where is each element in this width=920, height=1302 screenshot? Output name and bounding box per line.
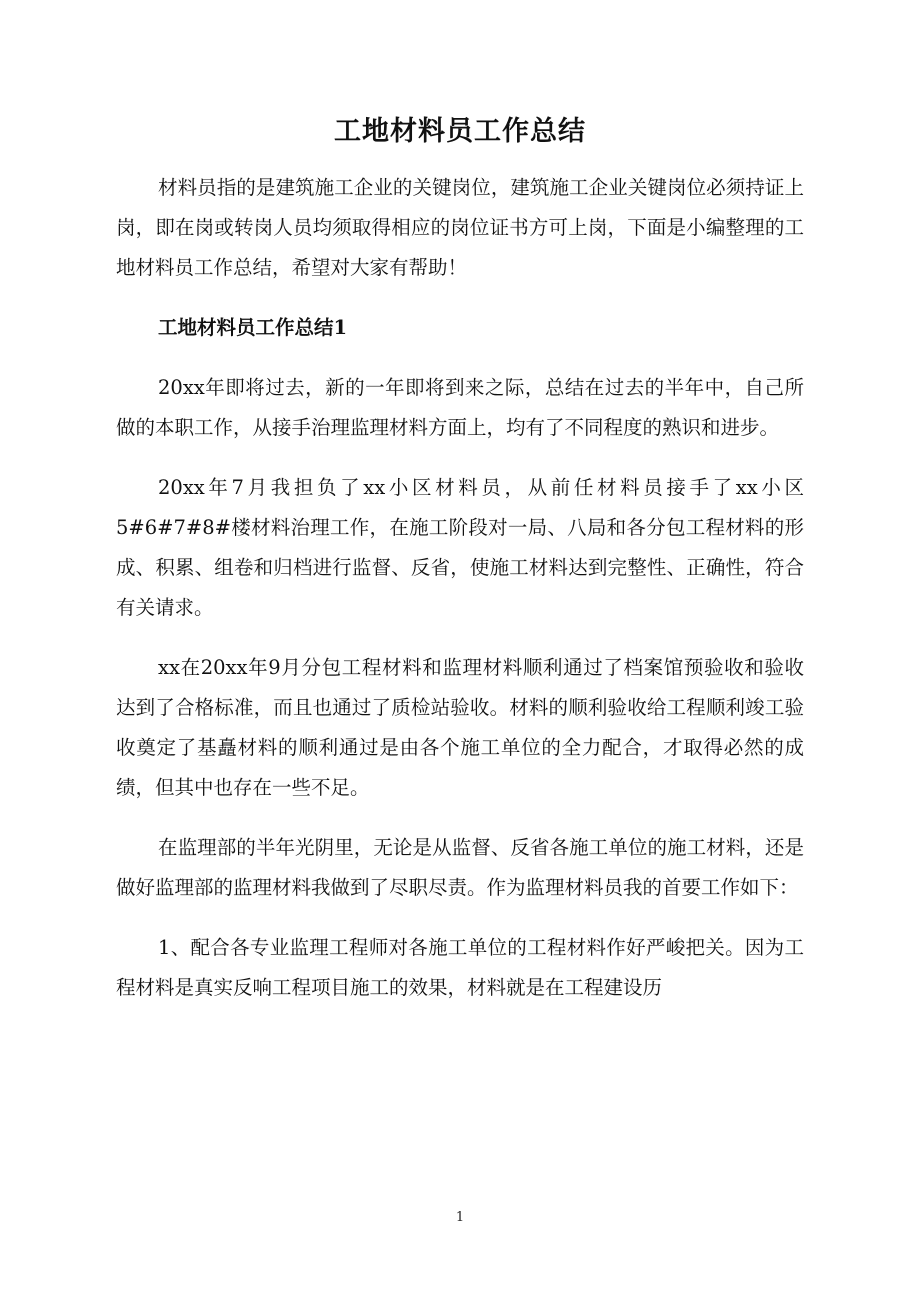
- intro-paragraph: 材料员指的是建筑施工企业的关键岗位，建筑施工企业关键岗位必须持证上岗，即在岗或转岗人员均须取得相应的岗位证书方可上岗，下面是小编整理的工地材料员工作总结，希望对大家有帮助！: [116, 176, 804, 279]
- body-paragraph-5: 1、配合各专业监理工程师对各施工单位的工程材料作好严峻把关。因为工程材料是真实反响工程项目施工的效果，材料就是在工程建设历: [116, 936, 804, 999]
- body-paragraph-1: 20xx年即将过去，新的一年即将到来之际，总结在过去的半年中，自己所做的本职工作，从接手治理监理材料方面上，均有了不同程度的熟识和进步。: [116, 376, 804, 439]
- body-paragraph-4: 在监理部的半年光阴里，无论是从监督、反省各施工单位的施工材料，还是做好监理部的监理材料我做到了尽职尽责。作为监理材料员我的首要工作如下：: [116, 836, 804, 899]
- body-paragraph-2: 20xx年7月我担负了xx小区材料员，从前任材料员接手了xx小区5#6#7#8#楼材料治理工作，在施工阶段对一局、八局和各分包工程材料的形成、积累、组卷和归档进行监督、反省，使施工材料达到完整性、正确性，符合有关请求。: [116, 476, 804, 619]
- page-number: 1: [455, 1210, 465, 1225]
- body-paragraph-3: xx在20xx年9月分包工程材料和监理材料顺利通过了档案馆预验收和验收达到了合格标准，而且也通过了质检站验收。材料的顺利验收给工程顺利竣工验收奠定了基矗材料的顺利通过是由各个施工单位的全力配合，才取得必然的成绩，但其中也存在一些不足。: [116, 656, 804, 799]
- section-heading: 工地材料员工作总结1: [158, 316, 348, 339]
- document-body: [116, 168, 804, 1028]
- document-title: 工地材料员工作总结: [334, 116, 586, 147]
